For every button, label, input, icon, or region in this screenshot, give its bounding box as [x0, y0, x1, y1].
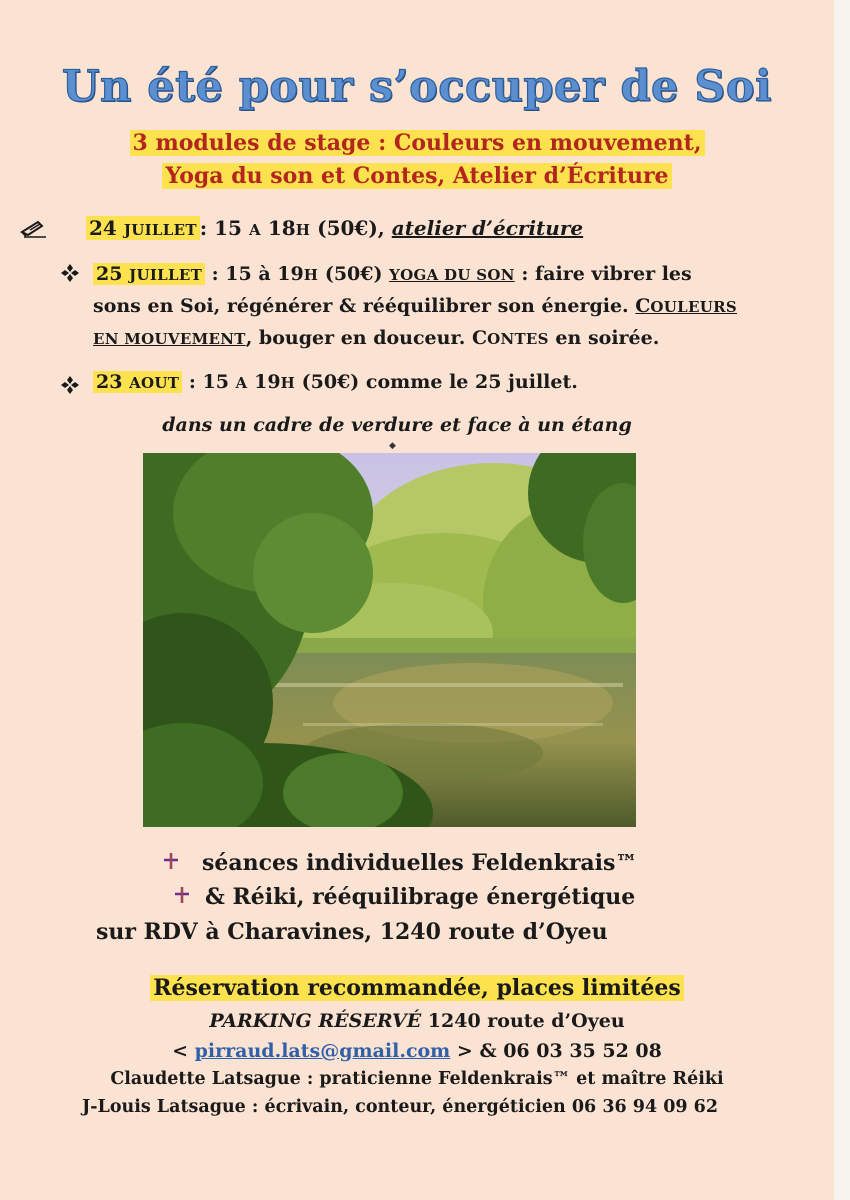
session-month: JUILLET	[123, 221, 197, 239]
session-25-juillet	[93, 259, 773, 355]
session-23-aout	[93, 371, 578, 393]
session-time-sep: A	[248, 221, 261, 239]
flyer-title: Un été pour s’occuper de Soi	[62, 62, 772, 112]
session-time-unit: H	[295, 221, 311, 239]
session-date-highlight	[86, 216, 200, 240]
session-24-juillet	[86, 216, 583, 240]
session-time-unit: H	[303, 266, 319, 284]
session-yoga: YOGA DU SON	[389, 266, 515, 284]
person-jlouis: J-Louis Latsague : écrivain, conteur, énergéticien 06 36 94 09 62	[81, 1097, 719, 1117]
session-time: : 15 à 19	[205, 263, 304, 285]
session-time-start: : 15	[199, 216, 249, 240]
session-couleurs: COULEURS	[635, 295, 738, 317]
session-time-sep: A	[235, 374, 248, 392]
session-mouvement: EN MOUVEMENT	[93, 330, 246, 348]
session-desc: (50€) comme le 25 juillet.	[295, 371, 578, 393]
cross-bullet-icon	[172, 885, 192, 911]
reservation-notice: Réservation recommandée, places limitées	[0, 975, 834, 1001]
session-desc-2: sons en Soi, régénérer & rééquilibrer son énergie.	[93, 295, 636, 317]
session-time-start: : 15	[182, 371, 236, 393]
session-time-unit: H	[280, 374, 296, 392]
session-activity: atelier d’écriture	[391, 216, 584, 240]
email-link[interactable]: pirraud.lats@gmail.com	[194, 1040, 451, 1062]
small-diamond-icon: ◆	[389, 441, 396, 451]
four-diamond-bullet-icon	[60, 375, 80, 400]
session-desc-4: en soirée.	[548, 327, 660, 349]
session-price: (50€),	[310, 216, 392, 240]
service-feldenkrais: séances individuelles Feldenkrais™	[202, 850, 638, 876]
session-day: 25	[96, 263, 123, 285]
person-claudette: Claudette Latsague : praticienne Feldenkrais™ et maître Réiki	[110, 1069, 724, 1089]
subtitle-line-1: 3 modules de stage : Couleurs en mouvement,	[130, 130, 705, 156]
session-date-highlight	[93, 263, 205, 285]
cross-bullet-icon	[161, 851, 181, 877]
photo-caption: dans un cadre de verdure et face à un étang	[162, 414, 632, 436]
parking-address: 1240 route d’Oyeu	[421, 1010, 625, 1032]
pond-with-trees-photo	[143, 453, 636, 827]
session-month: JUILLET	[129, 266, 203, 284]
scan-margin	[834, 0, 850, 1200]
session-month: AOUT	[129, 374, 180, 392]
flyer-subtitle	[0, 127, 834, 193]
session-price: (50€)	[318, 263, 390, 285]
four-diamond-bullet-icon	[60, 263, 80, 288]
session-desc-1: : faire vibrer les	[514, 263, 692, 285]
parking-label: PARKING RÉSERVÉ	[209, 1010, 422, 1032]
session-desc-3: , bouger en douceur.	[245, 327, 472, 349]
session-day: 24	[89, 216, 117, 240]
subtitle-line-2: Yoga du son et Contes, Atelier d’Écriture	[162, 163, 671, 189]
session-time-end: 18	[260, 216, 296, 240]
parking-info	[0, 1010, 834, 1032]
service-reiki: & Réiki, rééquilibrage énergétique	[205, 884, 636, 910]
phone-number: > & 06 03 35 52 08	[450, 1040, 662, 1062]
service-address: sur RDV à Charavines, 1240 route d’Oyeu	[96, 919, 608, 945]
session-day: 23	[96, 371, 123, 393]
session-date-highlight	[93, 371, 182, 393]
session-contes: CONTES	[471, 327, 549, 349]
session-time-end: 19	[247, 371, 281, 393]
contact-line: < pirraud.lats@gmail.com > & 06 03 35 52 08	[172, 1040, 662, 1062]
pen-writing-icon	[20, 218, 48, 243]
